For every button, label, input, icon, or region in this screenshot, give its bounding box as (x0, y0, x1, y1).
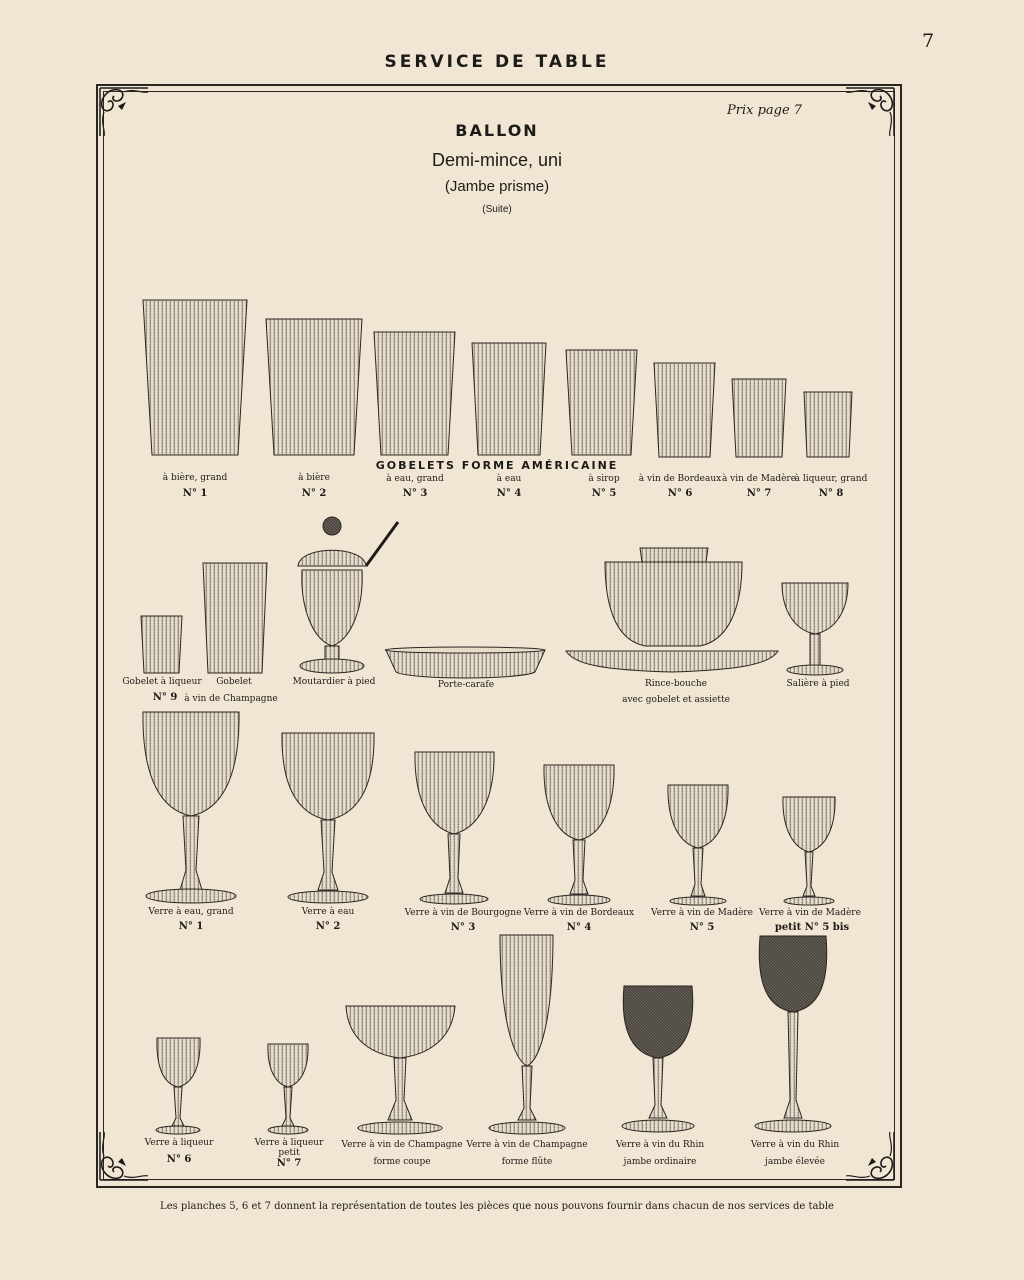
tumbler-8 (804, 392, 852, 457)
stemware-label: Verre à vin de Madère (759, 908, 861, 918)
collection-subtitle: Demi-mince, uni (431, 150, 563, 170)
saliere-illus (782, 583, 848, 675)
tumbler-label: à vin de Madère (721, 474, 797, 484)
gobelets-heading: GOBELETS FORME AMÉRICAINE (375, 459, 619, 472)
rince-bouche-sublabel: avec gobelet et assiette (622, 695, 730, 705)
tumbler-3 (374, 332, 455, 455)
flute-champagne-illus (489, 935, 565, 1134)
tumbler-4 (472, 343, 546, 455)
stemware-sublabel: forme flûte (501, 1157, 553, 1167)
stemware-sublabel: petit (278, 1148, 300, 1158)
rhin-ordinaire-illus (622, 986, 694, 1132)
tumbler-7 (732, 379, 786, 457)
tumbler-number: N° 1 (182, 488, 208, 499)
verre-bourgogne-illus (415, 752, 494, 904)
stemware-label: Verre à eau (301, 907, 355, 917)
tumbler-1 (143, 300, 247, 455)
tumbler-number: N° 4 (496, 488, 522, 499)
gobelet-liqueur-illus (141, 616, 182, 673)
price-reference: Prix page 7 (727, 103, 803, 118)
stemware-row-2 (156, 935, 831, 1134)
stemware-number: N° 6 (166, 1154, 192, 1165)
tumbler-label: à bière, grand (162, 473, 228, 483)
collection-title: BALLON (455, 121, 539, 140)
stemware-label: Verre à liqueur (254, 1138, 324, 1148)
stemware-sublabel: jambe élevée (765, 1157, 825, 1167)
tumbler-number: N° 3 (402, 488, 428, 499)
verre-eau-grand-illus (143, 712, 239, 903)
porte-carafe-label: Porte-carafe (437, 680, 495, 690)
tumbler-number: N° 7 (746, 488, 772, 499)
tumbler-label: à vin de Bordeaux (638, 474, 722, 484)
rhin-eleve-illus (755, 936, 831, 1132)
stemware-label: Verre à eau, grand (148, 907, 234, 917)
gobelet-liqueur-label: Gobelet à liqueur (122, 677, 202, 687)
rince-bouche-label: Rince-bouche (645, 679, 707, 689)
stemware-number: N° 1 (178, 921, 204, 932)
verre-liqueur-illus (156, 1038, 200, 1134)
tumbler-number: N° 5 (591, 488, 617, 499)
tumbler-number: N° 6 (667, 488, 693, 499)
stemware-sublabel: forme coupe (373, 1157, 431, 1167)
gobelet-champagne-label: à vin de Champagne (184, 694, 278, 704)
tumbler-label: à eau, grand (386, 474, 444, 484)
tumbler-label: à sirop (588, 474, 620, 484)
verre-madere-petit-illus (783, 797, 835, 905)
tumblers-row (143, 300, 852, 457)
stemware-label: Verre à vin du Rhin (750, 1140, 840, 1150)
gobelet-number: N° 9 (152, 692, 178, 703)
corner-ornament-br (846, 1132, 894, 1180)
stemware-row (143, 712, 835, 905)
stemware-label: Verre à vin du Rhin (615, 1140, 705, 1150)
porte-carafe-illus (385, 647, 545, 678)
collection-stem-type: (Jambe prisme) (444, 178, 550, 195)
stemware-label: Verre à vin de Champagne (341, 1140, 463, 1150)
tumbler-number: N° 8 (818, 488, 844, 499)
stemware-number: N° 4 (566, 922, 592, 933)
tumbler-number: N° 2 (301, 488, 327, 499)
tumbler-label: à liqueur, grand (794, 474, 868, 484)
stemware-number: N° 7 (276, 1158, 302, 1169)
stemware-label: Verre à vin de Bourgogne (404, 908, 522, 918)
verre-madere-illus (668, 785, 728, 905)
verre-liqueur-petit-illus (268, 1044, 308, 1134)
stemware-number: petit N° 5 bis (774, 922, 850, 933)
moutardier-illus (298, 517, 398, 673)
verre-bordeaux-illus (544, 765, 614, 905)
moutardier-label: Moutardier à pied (292, 677, 376, 687)
tumbler-label: à bière (298, 473, 330, 483)
footer-note: Les planches 5, 6 et 7 donnent la représentation de toutes les pièces que nous pouvons fournir dans chacun de nos services de table (160, 1201, 834, 1212)
tumbler-2 (266, 319, 362, 455)
tumbler-label: à eau (496, 474, 522, 484)
tumbler-5 (566, 350, 637, 455)
section-title: SERVICE DE TABLE (384, 52, 610, 72)
stemware-number: N° 3 (450, 922, 476, 933)
rince-bouche-illus (566, 548, 778, 672)
stemware-label: Verre à vin de Champagne (466, 1140, 588, 1150)
corner-ornament-bl (100, 1132, 148, 1180)
coupe-champagne-illus (346, 1006, 455, 1134)
saliere-label: Salière à pied (786, 679, 850, 689)
stemware-sublabel: jambe ordinaire (623, 1157, 697, 1167)
stemware-label: Verre à vin de Bordeaux (523, 908, 635, 918)
gobelet-label: Gobelet (216, 677, 252, 687)
stemware-number: N° 2 (315, 921, 341, 932)
page-number: 7 (922, 30, 935, 52)
tumbler-6 (654, 363, 715, 457)
stemware-label: Verre à liqueur (144, 1138, 214, 1148)
accessories-row (141, 517, 848, 678)
stemware-label: Verre à vin de Madère (651, 908, 753, 918)
collection-note: (Suite) (482, 204, 512, 215)
gobelet-illus (203, 563, 267, 673)
verre-eau-illus (282, 733, 374, 903)
stemware-number: N° 5 (689, 922, 715, 933)
